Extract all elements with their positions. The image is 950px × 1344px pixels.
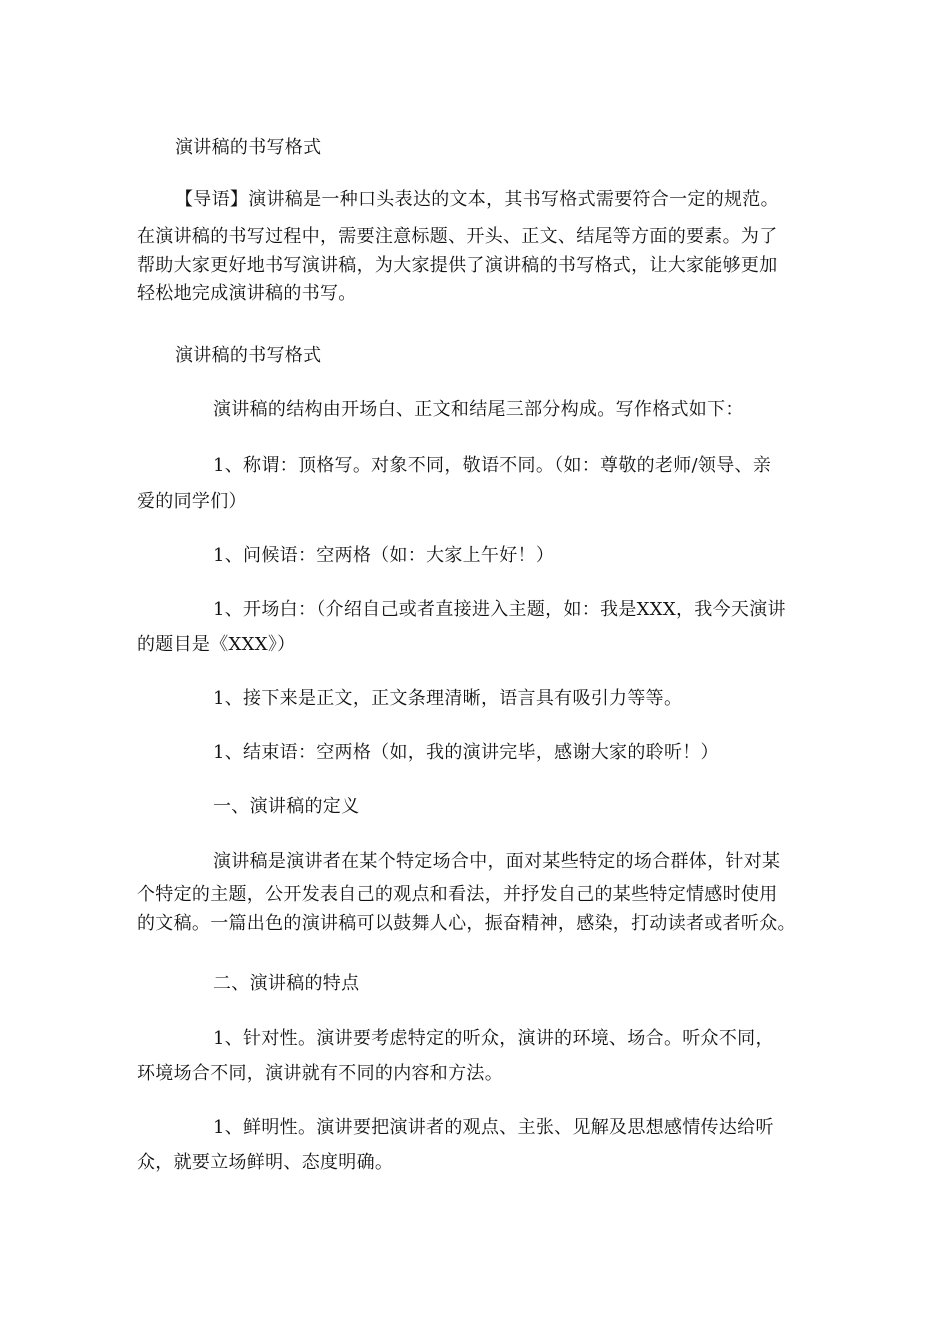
- document-title: 演讲稿的书写格式: [175, 137, 322, 158]
- feature-clarity-continued: 众，就要立场鲜明、态度明确。: [137, 1152, 394, 1173]
- feature-targeted-continued: 环境场合不同，演讲就有不同的内容和方法。: [137, 1063, 503, 1084]
- intro-paragraph-continued: [137, 223, 778, 309]
- item-opening: 1、开场白：（介绍自己或者直接进入主题，如：我是XXX，我今天演讲: [213, 599, 786, 620]
- intro-line: 轻松地完成演讲稿的书写。: [137, 283, 357, 304]
- item-body: 1、接下来是正文，正文条理清晰，语言具有吸引力等等。: [213, 688, 683, 709]
- intro-line: 帮助大家更好地书写演讲稿，为大家提供了演讲稿的书写格式，让大家能够更加: [137, 254, 778, 276]
- feature-targeted: 1、针对性。演讲要考虑特定的听众，演讲的环境、场合。听众不同，: [213, 1028, 774, 1049]
- intro-line: 【导语】演讲稿是一种口头表达的文本，其书写格式需要符合一定的规范。: [175, 189, 779, 210]
- item-greeting: 1、问候语：空两格（如：大家上午好！）: [213, 545, 555, 566]
- feature-clarity: 1、鲜明性。演讲要把演讲者的观点、主张、见解及思想感情传达给听: [213, 1117, 774, 1138]
- intro-paragraph: [175, 186, 779, 215]
- intro-line: 在演讲稿的书写过程中，需要注意标题、开头、正文、结尾等方面的要素。为了: [137, 226, 778, 247]
- item-opening-continued: 的题目是《XXX》）: [137, 634, 296, 655]
- definition-paragraph-continued: 个特定的主题，公开发表自己的观点和看法，并抒发自己的某些特定情感时使用 的文稿。一篇出色的演讲稿可以鼓舞人心，振奋精神，感染，打动读者或者听众。: [137, 884, 796, 934]
- section-subtitle: 演讲稿的书写格式: [175, 345, 322, 366]
- section-heading-features: 二、演讲稿的特点: [213, 973, 360, 994]
- item-salutation-continued: 爱的同学们）: [137, 491, 247, 512]
- structure-intro: 演讲稿的结构由开场白、正文和结尾三部分构成。写作格式如下：: [213, 399, 744, 420]
- item-closing: 1、结束语：空两格（如，我的演讲完毕，感谢大家的聆听！）: [213, 742, 719, 763]
- definition-paragraph: 演讲稿是演讲者在某个特定场合中，面对某些特定的场合群体，针对某: [213, 851, 781, 872]
- item-salutation: 1、称谓：顶格写。对象不同，敬语不同。（如：尊敬的老师/领导、亲: [213, 455, 772, 476]
- section-heading-definition: 一、演讲稿的定义: [213, 796, 360, 817]
